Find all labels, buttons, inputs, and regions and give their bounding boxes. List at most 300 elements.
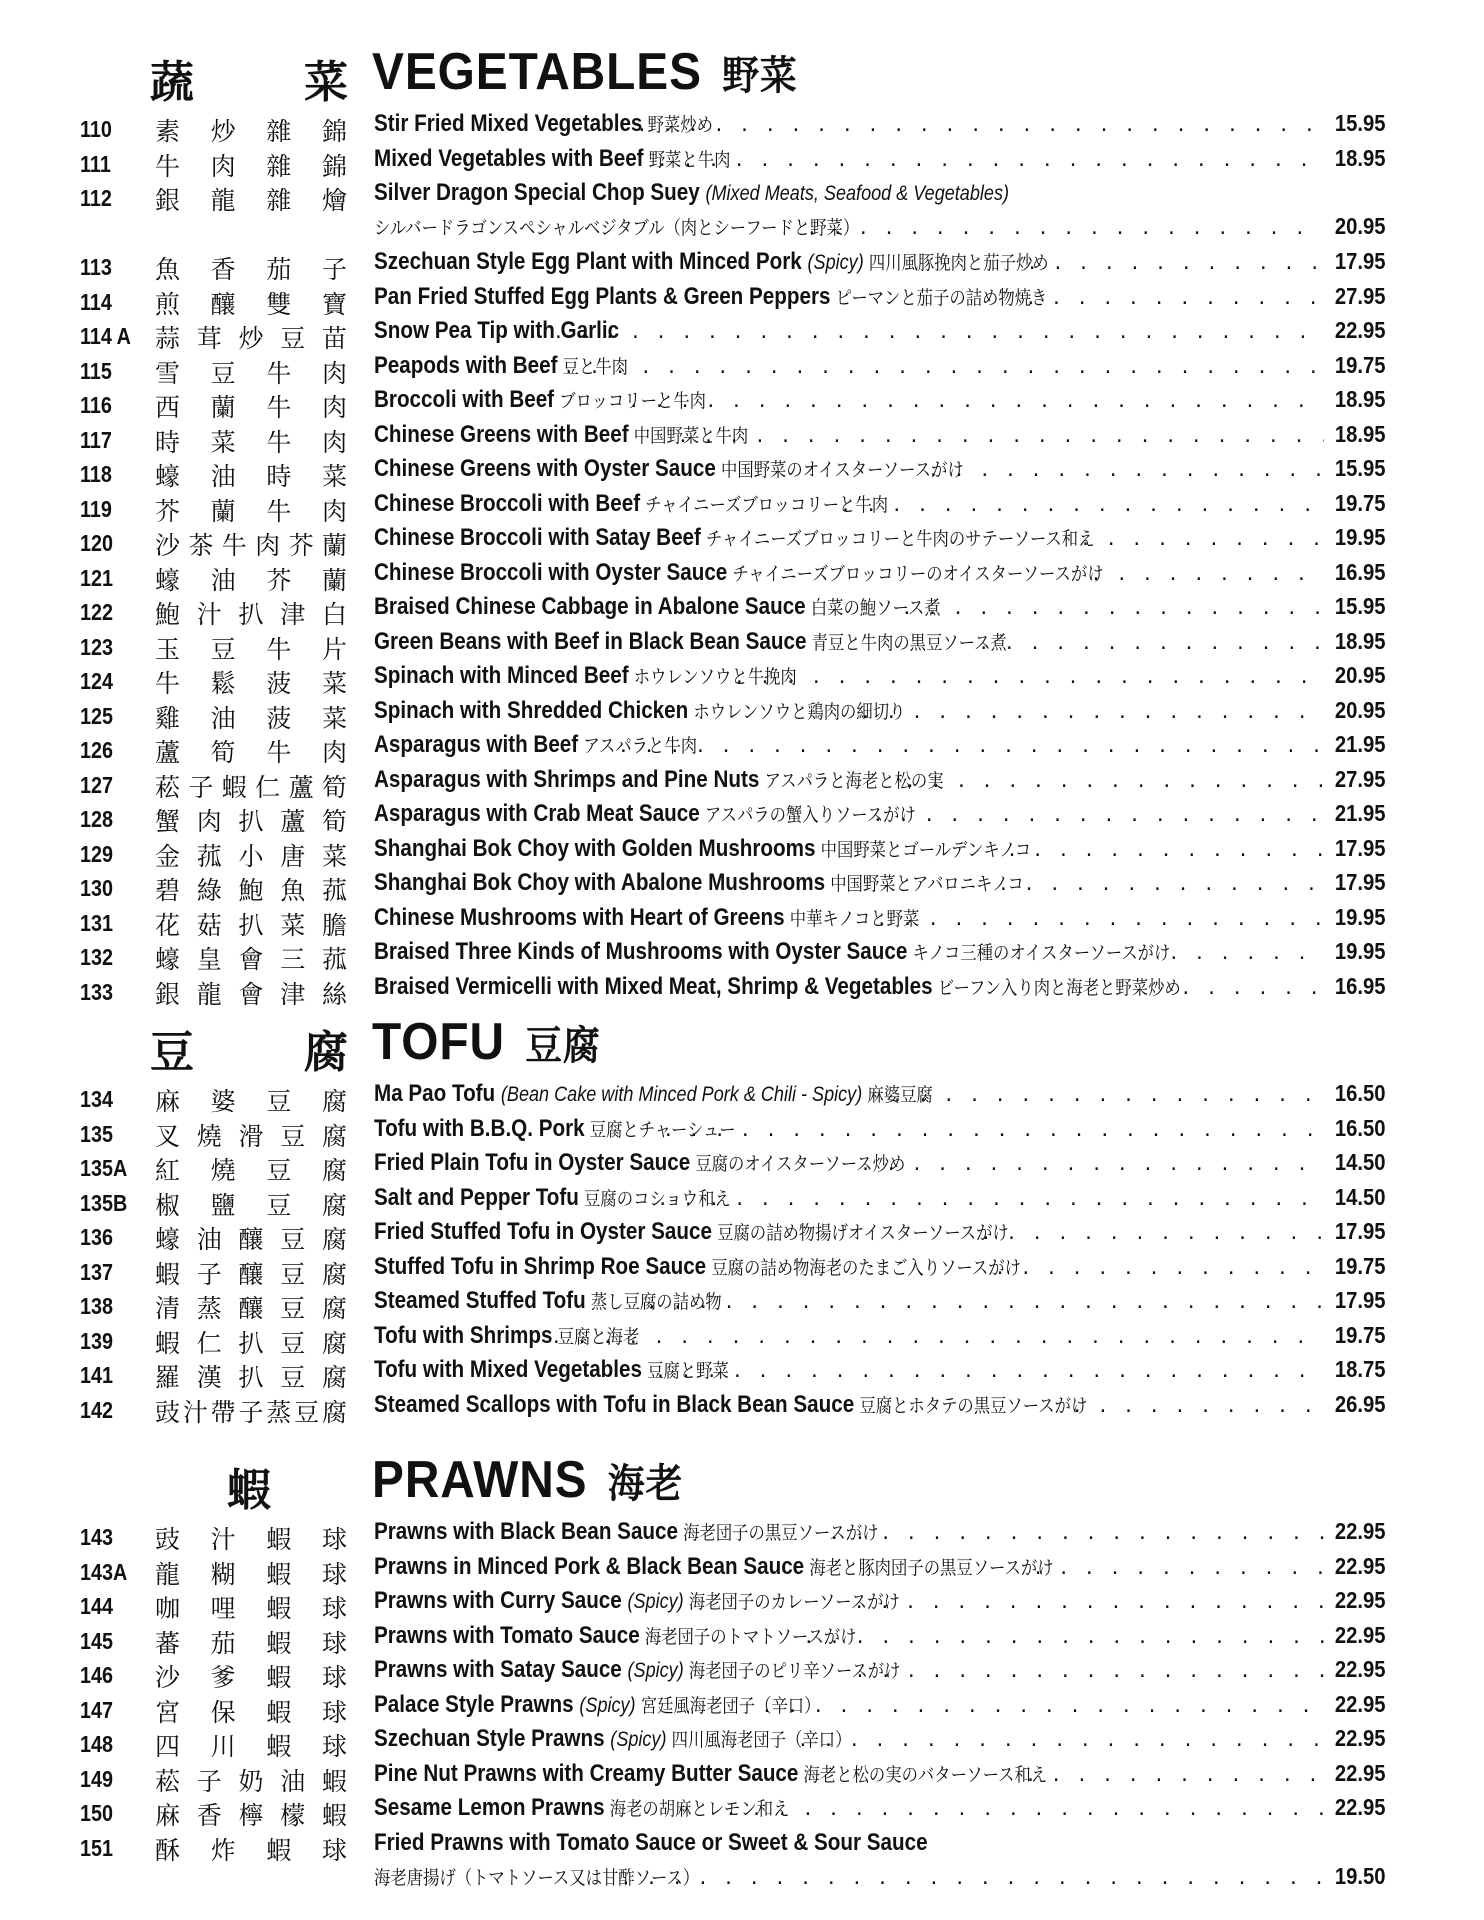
item-description (374, 1184, 731, 1212)
item-japanese-name: 四川風海老団子（辛口） (671, 1729, 852, 1751)
item-description (374, 1356, 729, 1384)
section-title-chinese (150, 1016, 350, 1076)
menu-item (0, 352, 1484, 387)
dot-leader (657, 1189, 1324, 1210)
chinese-char: 肉 (196, 807, 222, 836)
item-japanese-name: アスパラと海老と松の実 (764, 769, 944, 792)
item-japanese-name: 宮廷風海老団子（辛口） (640, 1694, 821, 1717)
dot-leader (655, 1361, 1324, 1382)
item-english-name: Braised Three Kinds of Mushrooms with Oyster Sauce (374, 938, 908, 965)
chinese-char: 豉 (155, 1397, 181, 1427)
chinese-char: 沙 (155, 1663, 181, 1692)
chinese-char: 扒 (238, 807, 264, 836)
item-chinese-name (155, 1727, 347, 1763)
chinese-char: 叉 (155, 1121, 181, 1151)
menu-item (0, 593, 1484, 628)
chinese-char: 碧 (155, 876, 181, 905)
item-number: 120 (80, 530, 114, 556)
chinese-char: 釀 (210, 289, 236, 319)
item-list (0, 1080, 1484, 1425)
chinese-char: 菘 (155, 772, 181, 802)
chinese-char: 仁 (196, 1328, 222, 1358)
item-chinese-name (155, 837, 347, 873)
item-line (374, 1794, 1386, 1828)
item-english-name: Stuffed Tofu in Shrimp Roe Sauce (374, 1252, 707, 1280)
item-line (374, 179, 1386, 213)
chinese-char: 油 (210, 462, 236, 491)
dot-leader (1025, 288, 1324, 309)
dot-leader (1180, 978, 1324, 999)
chinese-char: 綠 (196, 876, 222, 905)
dot-leader (1027, 253, 1325, 274)
item-english-name: Chinese Broccoli with Beef (374, 489, 641, 517)
menu-item (0, 386, 1484, 421)
item-line (374, 731, 1386, 765)
chinese-char: 時 (266, 462, 292, 491)
chinese-char: 汁 (182, 1397, 208, 1427)
item-line (374, 1218, 1386, 1252)
chinese-char: 菜 (280, 910, 306, 940)
menu-item (0, 1218, 1484, 1253)
chinese-char: 沙 (155, 531, 181, 560)
chinese-char: 蝦 (266, 1628, 292, 1658)
item-chinese-name (155, 1289, 347, 1325)
chinese-char: 爹 (210, 1663, 236, 1692)
item-price: 18.75 (1335, 1356, 1386, 1382)
item-line (374, 973, 1386, 1007)
item-japanese-name: 豆腐と野菜 (647, 1360, 729, 1382)
section-prawns (0, 1448, 1484, 1898)
chinese-char: 菘 (155, 1766, 181, 1796)
item-description (374, 490, 888, 518)
item-japanese-name: 海老団子のカレーソースがけ (688, 1591, 900, 1613)
item-number: 139 (80, 1327, 114, 1354)
item-line (374, 1622, 1386, 1656)
menu-item (0, 283, 1484, 318)
item-number: 133 (80, 978, 114, 1005)
chinese-char: 豆 (280, 1121, 306, 1151)
chinese-char: 牛 (266, 634, 292, 664)
chinese-char: 奶 (238, 1766, 264, 1796)
item-number: 148 (80, 1731, 114, 1757)
item-price: 19.75 (1335, 489, 1386, 516)
item-japanese-name: キノコ三種のオイスターソースがけ (912, 942, 1171, 964)
chinese-char: 豆 (280, 1294, 306, 1323)
item-japanese-name: ピーマンと茄子の詰め物焼き (835, 286, 1048, 309)
menu-item (0, 835, 1484, 870)
chinese-char: 雜 (266, 117, 292, 146)
item-number: 121 (80, 564, 114, 591)
chinese-char: 雞 (155, 703, 181, 733)
menu-item (0, 110, 1484, 145)
chinese-char: 球 (321, 1559, 347, 1589)
title-char: 豆 (150, 1027, 196, 1078)
item-description (374, 1553, 1054, 1581)
item-description (374, 731, 697, 759)
chinese-char: 保 (210, 1697, 236, 1727)
chinese-char: 金 (155, 841, 181, 871)
item-english-name: Braised Vermicelli with Mixed Meat, Shrimp & Vegetables (374, 972, 933, 1000)
item-line (374, 317, 1386, 351)
item-line (374, 110, 1386, 144)
chinese-char: 菜 (321, 703, 347, 733)
item-description (374, 938, 1170, 966)
item-number: 145 (80, 1627, 114, 1654)
menu-item (0, 1587, 1484, 1622)
chinese-char: 素 (155, 117, 181, 146)
dot-leader (618, 736, 1324, 757)
item-chinese-name (155, 906, 347, 942)
item-note: (Spicy) (807, 251, 864, 274)
chinese-char: 片 (321, 634, 347, 664)
item-line (374, 1287, 1386, 1321)
item-description (374, 145, 730, 173)
item-number: 114 (80, 288, 112, 315)
item-line (374, 835, 1386, 869)
chinese-char: 豆 (266, 1190, 292, 1220)
item-line (374, 1149, 1386, 1183)
menu-item (0, 869, 1484, 904)
chinese-char: 蘭 (210, 393, 236, 422)
item-english-name: Chinese Broccoli with Satay Beef (374, 524, 701, 551)
item-english-name: Silver Dragon Special Chop Suey (374, 179, 700, 206)
chinese-char: 蘆 (155, 738, 181, 767)
section-vegetables (0, 40, 1484, 1007)
item-price: 18.95 (1335, 386, 1386, 412)
item-english-name: Peapods with Beef (374, 351, 558, 379)
item-chinese-name (155, 388, 347, 424)
chinese-char: 蘭 (321, 531, 347, 560)
menu-item (0, 1356, 1484, 1391)
item-chinese-name (155, 1186, 347, 1222)
item-description (374, 1253, 1021, 1281)
chinese-char: 肉 (321, 393, 347, 422)
item-price: 22.95 (1335, 1690, 1386, 1717)
chinese-char: 蕃 (155, 1628, 181, 1658)
item-note: (Mixed Meats, Seafood & Vegetables) (705, 182, 1010, 205)
chinese-char: 白 (321, 600, 347, 629)
chinese-char: 豉 (155, 1525, 181, 1554)
item-japanese-name: 野菜炒め (647, 114, 713, 136)
item-chinese-name (155, 1520, 347, 1556)
section-header (0, 40, 1484, 110)
item-description (374, 352, 628, 380)
menu-item (0, 766, 1484, 801)
chinese-char: 子 (321, 255, 347, 284)
dot-leader (876, 909, 1324, 930)
item-description (374, 835, 1031, 863)
chinese-char: 鹽 (210, 1190, 236, 1220)
item-price: 19.75 (1335, 1252, 1386, 1279)
item-list (0, 1518, 1484, 1898)
item-japanese-name: ブロッコリーと牛肉 (559, 390, 706, 412)
item-english-name: Tofu with Shrimps (374, 1321, 553, 1349)
item-english-name: Sesame Lemon Prawns (374, 1794, 605, 1821)
chinese-char: 會 (238, 979, 264, 1009)
chinese-char: 油 (280, 1766, 306, 1796)
item-description (374, 904, 919, 932)
item-number: 143 (80, 1524, 114, 1550)
dot-leader (1033, 1558, 1325, 1579)
item-description (374, 421, 748, 449)
item-price: 17.95 (1335, 834, 1386, 861)
item-price: 19.95 (1335, 524, 1386, 550)
item-chinese-name (155, 1555, 347, 1591)
item-description (374, 179, 1009, 207)
chinese-char: 茄 (266, 255, 292, 284)
menu-item (0, 524, 1484, 559)
dot-leader (1091, 564, 1325, 585)
menu-item (0, 1287, 1484, 1322)
chinese-char: 牛 (266, 393, 292, 422)
item-description (374, 1622, 856, 1650)
chinese-char: 小 (238, 841, 264, 871)
menu-item (0, 1691, 1484, 1726)
item-line (374, 1587, 1386, 1621)
item-chinese-name (155, 733, 347, 769)
dot-leader (663, 1120, 1325, 1141)
item-number: 131 (80, 909, 114, 936)
item-japanese-name: チャイニーズブロッコリーと牛肉 (645, 493, 889, 516)
chinese-char: 腐 (321, 1156, 347, 1185)
chinese-char: 菜 (321, 841, 347, 871)
item-chinese-name (155, 250, 347, 286)
chinese-char: 清 (155, 1294, 181, 1323)
chinese-char: 蟹 (155, 807, 181, 836)
item-chinese-name (155, 1358, 347, 1394)
item-description (374, 213, 859, 241)
chinese-char: 香 (196, 1801, 222, 1830)
item-english-name: Asparagus with Crab Meat Sauce (374, 800, 700, 827)
item-number: 115 (80, 357, 112, 384)
item-price: 22.95 (1335, 1759, 1386, 1786)
chinese-char: 子 (188, 772, 214, 802)
chinese-char: 炒 (238, 324, 264, 353)
chinese-char: 球 (321, 1628, 347, 1658)
item-english-name: Shanghai Bok Choy with Golden Mushrooms (374, 834, 816, 862)
dot-leader (1168, 943, 1324, 964)
chinese-char: 鮑 (238, 876, 264, 905)
section-title: TOFU 豆腐 (372, 1013, 601, 1071)
item-english-name: Ma Pao Tofu (374, 1080, 496, 1107)
item-description (374, 1115, 736, 1143)
chinese-char: 牛 (155, 151, 181, 181)
dot-leader (860, 1154, 1324, 1175)
chinese-char: 腐 (321, 1328, 347, 1358)
item-line (374, 1080, 1386, 1114)
item-line (374, 524, 1386, 558)
chinese-char: 球 (321, 1594, 347, 1623)
item-japanese-name: 豆と牛肉 (562, 355, 629, 378)
item-chinese-name (155, 423, 347, 459)
item-number: 119 (80, 495, 112, 522)
item-japanese-name: ホウレンソウと牛挽肉 (633, 666, 797, 688)
item-price: 22.95 (1335, 1552, 1386, 1579)
item-english-name: Pine Nut Prawns with Creamy Butter Sauce (374, 1759, 799, 1787)
item-chinese-name (155, 595, 347, 631)
item-number: 135A (80, 1155, 128, 1181)
item-number: 125 (80, 702, 114, 729)
item-description (374, 1656, 900, 1684)
item-price: 18.95 (1335, 144, 1386, 171)
chinese-char: 油 (210, 703, 236, 733)
chinese-char: 四 (155, 1732, 181, 1761)
chinese-char: 菠 (266, 703, 292, 733)
item-line (374, 1691, 1386, 1725)
menu-item (0, 317, 1484, 352)
item-japanese-name: チャイニーズブロッコリーと牛肉のサテーソース和え (706, 528, 1095, 550)
item-number: 123 (80, 633, 114, 660)
chinese-char: 時 (155, 427, 181, 457)
dot-leader (620, 1868, 1324, 1889)
chinese-char: 筍 (210, 738, 236, 767)
item-english-name: Steamed Scallops with Tofu in Black Bean Sauce (374, 1390, 855, 1418)
item-chinese-name (155, 699, 347, 735)
item-price: 15.95 (1335, 455, 1386, 481)
item-description (374, 593, 941, 621)
dot-leader (797, 1730, 1324, 1751)
item-japanese-name: 豆腐の詰め物海老のたまご入りソースがけ (711, 1256, 1021, 1279)
chinese-char: 肉 (321, 738, 347, 767)
menu-item (0, 628, 1484, 663)
chinese-char: 炒 (210, 117, 236, 146)
menu-item (0, 973, 1484, 1008)
item-line (374, 1725, 1386, 1759)
menu-item (0, 455, 1484, 490)
item-english-name: Prawns in Minced Pork & Black Bean Sauce (374, 1552, 805, 1580)
item-number: 149 (80, 1765, 114, 1792)
item-chinese-name (155, 1624, 347, 1660)
chinese-char: 玉 (155, 634, 181, 664)
item-description (374, 1587, 900, 1615)
chinese-char: 菰 (196, 841, 222, 871)
chinese-char: 芥 (266, 565, 292, 595)
item-price: 17.95 (1335, 1287, 1386, 1313)
chinese-char: 腐 (321, 1397, 347, 1427)
chinese-char: 鬆 (210, 669, 236, 698)
item-line (374, 283, 1386, 317)
item-number: 128 (80, 806, 114, 832)
chinese-char: 魚 (155, 255, 181, 284)
chinese-char: 蠔 (155, 945, 181, 974)
item-price: 15.95 (1335, 593, 1386, 619)
item-chinese-name (155, 871, 347, 907)
menu-item (0, 1253, 1484, 1288)
chinese-char: 豆 (210, 634, 236, 664)
chinese-char: 菇 (196, 910, 222, 940)
item-line (374, 938, 1386, 972)
item-line (374, 766, 1386, 800)
menu-item (0, 179, 1484, 248)
dot-leader (657, 150, 1325, 171)
chinese-char: 球 (321, 1697, 347, 1727)
item-number: 122 (80, 599, 114, 625)
dot-leader (762, 1696, 1325, 1717)
item-price: 18.95 (1335, 627, 1386, 654)
menu-item (0, 1829, 1484, 1898)
item-number: 130 (80, 875, 114, 901)
chinese-char: 菠 (266, 669, 292, 698)
item-price: 20.95 (1335, 213, 1386, 239)
item-japanese-name: チャイニーズブロッコリーのオイスターソースがけ (732, 562, 1104, 585)
dot-leader (855, 1661, 1325, 1682)
menu-item (0, 145, 1484, 180)
chinese-char: 蝦 (321, 1801, 347, 1830)
item-english-name: Palace Style Prawns (374, 1690, 574, 1718)
item-line (374, 593, 1386, 627)
chinese-char: 蘆 (288, 772, 314, 802)
item-price: 14.50 (1335, 1149, 1386, 1175)
chinese-char: 會 (238, 945, 264, 974)
item-english-name: Chinese Mushrooms with Heart of Greens (374, 903, 785, 931)
chinese-char: 咖 (155, 1594, 181, 1623)
chinese-char: 豆 (280, 1363, 306, 1392)
chinese-char: 球 (321, 1525, 347, 1554)
item-price: 27.95 (1335, 282, 1386, 309)
item-line (374, 1553, 1386, 1587)
chinese-char: 燒 (210, 1156, 236, 1185)
chinese-char: 球 (321, 1835, 347, 1865)
item-number: 126 (80, 737, 114, 763)
dot-leader (1007, 840, 1325, 861)
item-description (374, 1518, 878, 1546)
chinese-char: 龍 (155, 1559, 181, 1589)
item-price: 16.95 (1335, 558, 1386, 585)
chinese-char: 芥 (155, 496, 181, 526)
dot-leader (551, 1327, 1325, 1348)
chinese-char: 哩 (210, 1594, 236, 1623)
item-description (374, 386, 706, 414)
item-line (374, 1863, 1386, 1897)
item-number: 136 (80, 1224, 114, 1250)
chinese-char: 豆 (210, 358, 236, 388)
item-number: 142 (80, 1396, 114, 1423)
menu-item (0, 1553, 1484, 1588)
item-japanese-name: 海老団子の黒豆ソースがけ (683, 1522, 879, 1544)
item-line (374, 1184, 1386, 1218)
chinese-char: 蝦 (266, 1732, 292, 1761)
chinese-char: 滑 (238, 1121, 264, 1151)
item-chinese-name (155, 1151, 347, 1187)
item-japanese-name: 海老と松の実のバターソース和え (803, 1763, 1048, 1786)
item-price: 20.95 (1335, 696, 1386, 723)
dot-leader (807, 218, 1325, 239)
chinese-char: 蝦 (266, 1697, 292, 1727)
item-japanese-name: 四川風豚挽肉と茄子炒め (868, 252, 1049, 274)
section-header (0, 1448, 1484, 1518)
chinese-char: 皇 (196, 945, 222, 974)
chinese-char: 龍 (196, 979, 222, 1009)
dot-leader (677, 426, 1324, 447)
chinese-char: 腐 (321, 1121, 347, 1151)
item-description (374, 662, 797, 690)
chinese-char: 苗 (321, 324, 347, 353)
dot-leader (854, 1592, 1325, 1613)
item-number: 118 (80, 461, 112, 487)
item-line (374, 1829, 1386, 1863)
chinese-char: 鮑 (155, 600, 181, 629)
item-number: 113 (80, 254, 112, 280)
item-english-name: Snow Pea Tip with Garlic (374, 317, 620, 344)
item-price: 18.95 (1335, 420, 1386, 447)
dot-leader (905, 771, 1325, 792)
chinese-char: 蒸 (196, 1294, 222, 1323)
item-number: 146 (80, 1662, 114, 1688)
chinese-char: 釀 (238, 1225, 264, 1254)
item-number: 150 (80, 1800, 114, 1826)
item-description (374, 1391, 1087, 1419)
chinese-char: 球 (321, 1663, 347, 1692)
